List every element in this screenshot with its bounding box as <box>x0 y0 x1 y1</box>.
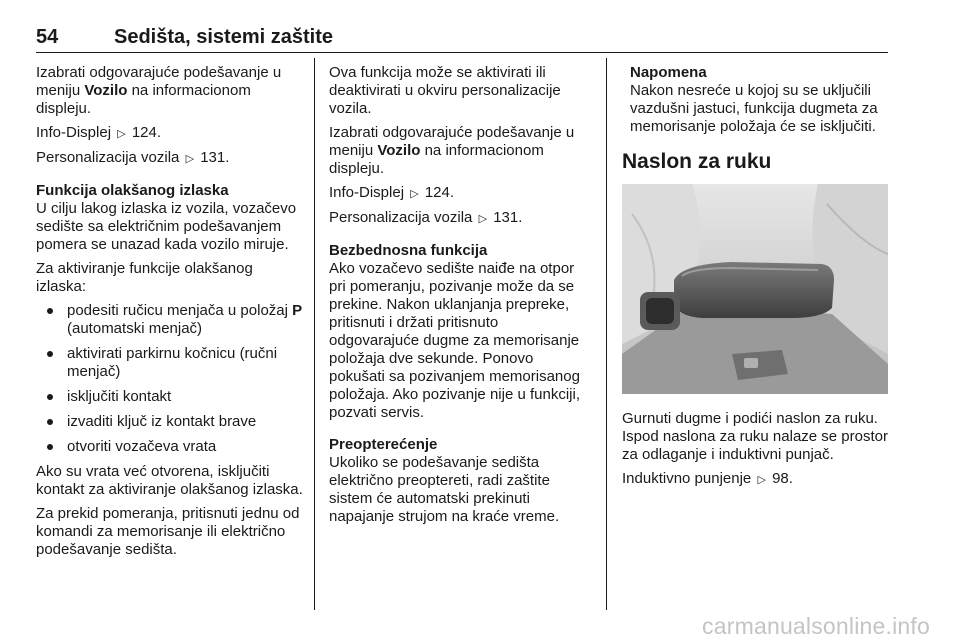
section-heading: Naslon za ruku <box>622 150 772 173</box>
paragraph: Izabrati odgovarajuće podešavanje u meniju Vozilo na informacionom displeju. <box>36 64 282 117</box>
armrest-photo <box>622 184 888 394</box>
bullet-list <box>36 302 304 456</box>
column-right <box>622 64 888 495</box>
paragraph: Ako vozačevo sedište naiđe na otpor pri pomeranju, pozivanje može da se prekine. Nakon uklanjanja prepreke, pritisnuti i držati pritisnuto odgovarajuće dugme za memorisanje položaja dve sekunde. Ponovo pokušati sa pozivanjem memorisanog položaja. Ako pozivanje nije u funkciji, pozvati servis. <box>329 260 580 421</box>
list-item: izvaditi ključ iz kontakt brave <box>36 413 304 431</box>
subheading: Preopterećenje <box>329 436 438 453</box>
paragraph: Ova funkcija može se aktivirati ili deaktivirati u okviru personalizacije vozila. <box>329 64 561 117</box>
reference-arrow-icon: ▷ <box>757 474 766 486</box>
list-item: isključiti kontakt <box>36 388 304 406</box>
reference-arrow-icon: ▷ <box>410 188 419 200</box>
note-text: Nakon nesreće u kojoj su se uključili vazdušni jastuci, funkcija dugmeta za memorisanje položaja će se isključiti. <box>630 82 878 135</box>
list-item: otvoriti vozačeva vrata <box>36 438 304 456</box>
note-box <box>622 64 888 136</box>
cross-reference[interactable]: Personalizacija vozila ▷ 131. <box>36 149 230 166</box>
watermark: carmanualsonline.info <box>702 613 930 639</box>
column-left <box>36 64 304 565</box>
section-title: Sedišta, sistemi zaštite <box>114 26 333 48</box>
paragraph: Gurnuti dugme i podići naslon za ruku. Ispod naslona za ruku nalaze se prostor za odlaganje i induktivni punjač. <box>622 410 888 463</box>
subheading: Bezbednosna funkcija <box>329 242 488 259</box>
note-heading: Napomena <box>630 64 707 81</box>
page-number: 54 <box>36 26 59 48</box>
list-item: aktivirati parkirnu kočnicu (ručni menjač) <box>36 345 304 381</box>
paragraph: Ukoliko se podešavanje sedišta električno preoptereti, radi zaštite sistem će automatski prekinuti napajanje strujom na kraće vreme. <box>329 454 560 525</box>
column-middle <box>329 64 591 532</box>
column-divider <box>314 58 315 610</box>
reference-arrow-icon: ▷ <box>185 153 195 165</box>
reference-arrow-icon: ▷ <box>478 213 488 225</box>
paragraph: U cilju lakog izlaska iz vozila, vozačevo sedište sa električnim podešavanjem pomera se unazad kada vozilo miruje. <box>36 200 297 253</box>
list-item: podesiti ručicu menjača u položaj P (automatski menjač) <box>36 302 304 338</box>
paragraph: Za aktiviranje funkcije olakšanog izlaska: <box>36 260 253 295</box>
paragraph: Ako su vrata već otvorena, isključiti kontakt za aktiviranje olakšanog izlaska. <box>36 463 303 498</box>
reference-arrow-icon: ▷ <box>117 128 126 140</box>
cross-reference[interactable]: Induktivno punjenje ▷ 98. <box>622 470 793 487</box>
paragraph: Za prekid pomeranja, pritisnuti jednu od komandi za memorisanje ili električno podešavanje sedišta. <box>36 505 300 558</box>
subheading: Funkcija olakšanog izlaska <box>36 182 229 199</box>
cross-reference[interactable]: Personalizacija vozila ▷ 131. <box>329 209 523 226</box>
cross-reference[interactable]: Info-Displej ▷ 124. <box>329 184 455 201</box>
paragraph: Izabrati odgovarajuće podešavanje u meniju Vozilo na informacionom displeju. <box>329 124 575 177</box>
column-divider <box>606 58 607 610</box>
cross-reference[interactable]: Info-Displej ▷ 124. <box>36 124 162 141</box>
page-header <box>36 26 888 53</box>
